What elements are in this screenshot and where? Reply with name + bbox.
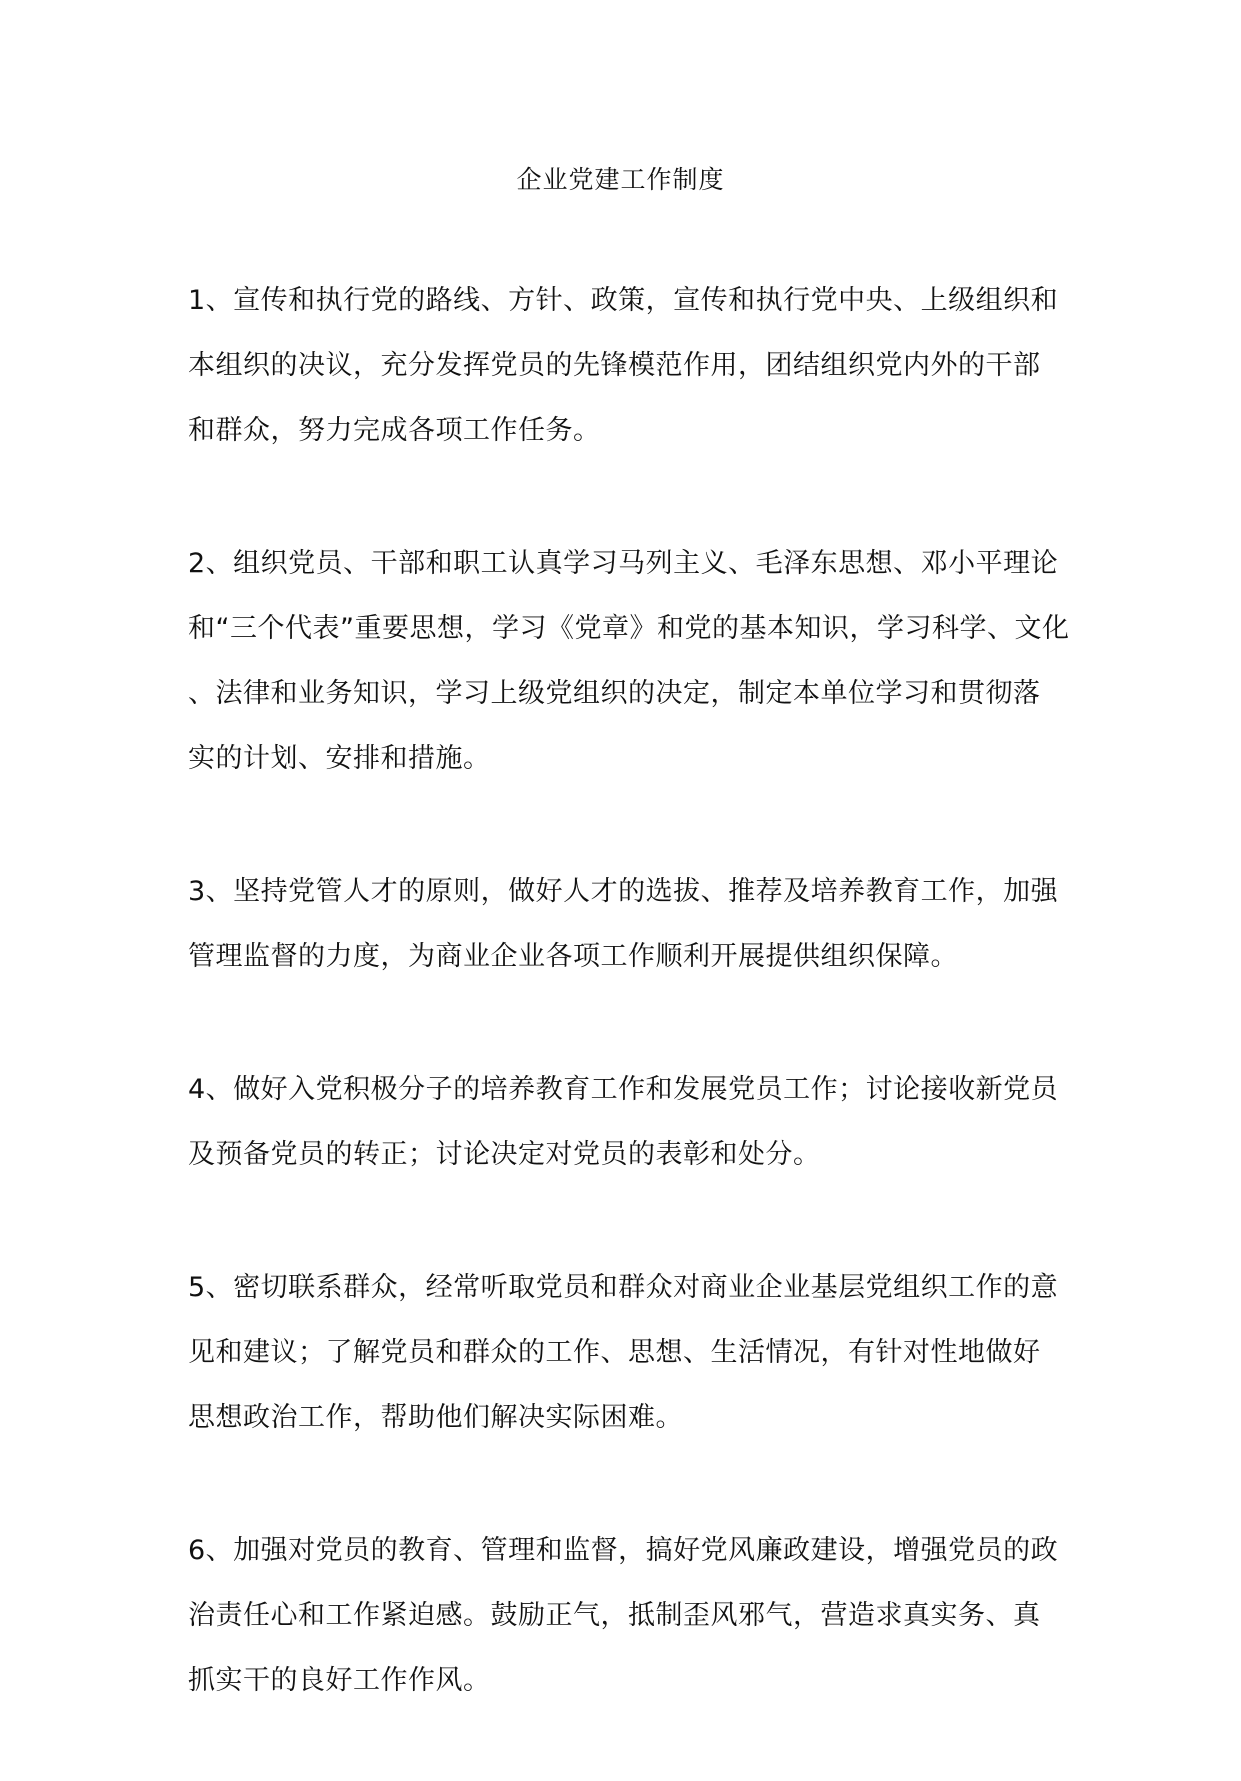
paragraph-6 — [188, 1518, 1059, 1713]
paragraph-line: 5、密切联系群众，经常听取党员和群众对商业企业基层党组织工作的意 — [188, 1272, 1059, 1303]
paragraph-line: 和“三个代表”重要思想，学习《党章》和党的基本知识，学习科学、文化 — [188, 613, 1070, 644]
paragraph-line: 1、宣传和执行党的路线、方针、政策，宣传和执行党中央、上级组织和 — [188, 285, 1059, 316]
paragraph-5 — [188, 1255, 1059, 1450]
paragraph-1 — [188, 268, 1059, 463]
paragraph-line: 6、加强对党员的教育、管理和监督，搞好党风廉政建设，增强党员的政 — [188, 1535, 1059, 1566]
paragraph-line: 实的计划、安排和措施。 — [188, 743, 491, 774]
paragraph-3 — [188, 859, 1059, 989]
paragraph-line: 治责任心和工作紧迫感。鼓励正气，抵制歪风邪气，营造求真实务、真 — [188, 1600, 1041, 1631]
paragraph-line: 抓实干的良好工作作风。 — [188, 1665, 491, 1696]
paragraph-2 — [188, 531, 1070, 791]
paragraph-line: 思想政治工作，帮助他们解决实际困难。 — [188, 1402, 683, 1433]
document-title: 企业党建工作制度 — [516, 165, 725, 194]
paragraph-line: 4、做好入党积极分子的培养教育工作和发展党员工作；讨论接收新党员 — [188, 1074, 1059, 1105]
paragraph-4 — [188, 1057, 1059, 1187]
paragraph-line: 2、组织党员、干部和职工认真学习马列主义、毛泽东思想、邓小平理论 — [188, 548, 1059, 579]
paragraph-line: 、法律和业务知识，学习上级党组织的决定，制定本单位学习和贯彻落 — [188, 678, 1041, 709]
paragraph-line: 管理监督的力度，为商业企业各项工作顺利开展提供组织保障。 — [188, 941, 958, 972]
paragraph-line: 见和建议；了解党员和群众的工作、思想、生活情况，有针对性地做好 — [188, 1337, 1041, 1368]
document-body — [188, 268, 1070, 1781]
paragraph-line: 3、坚持党管人才的原则，做好人才的选拔、推荐及培养教育工作，加强 — [188, 876, 1059, 907]
paragraph-line: 本组织的决议，充分发挥党员的先锋模范作用，团结组织党内外的干部 — [188, 350, 1041, 381]
paragraph-line: 及预备党员的转正；讨论决定对党员的表彰和处分。 — [188, 1139, 821, 1170]
paragraph-line: 和群众，努力完成各项工作任务。 — [188, 415, 601, 446]
